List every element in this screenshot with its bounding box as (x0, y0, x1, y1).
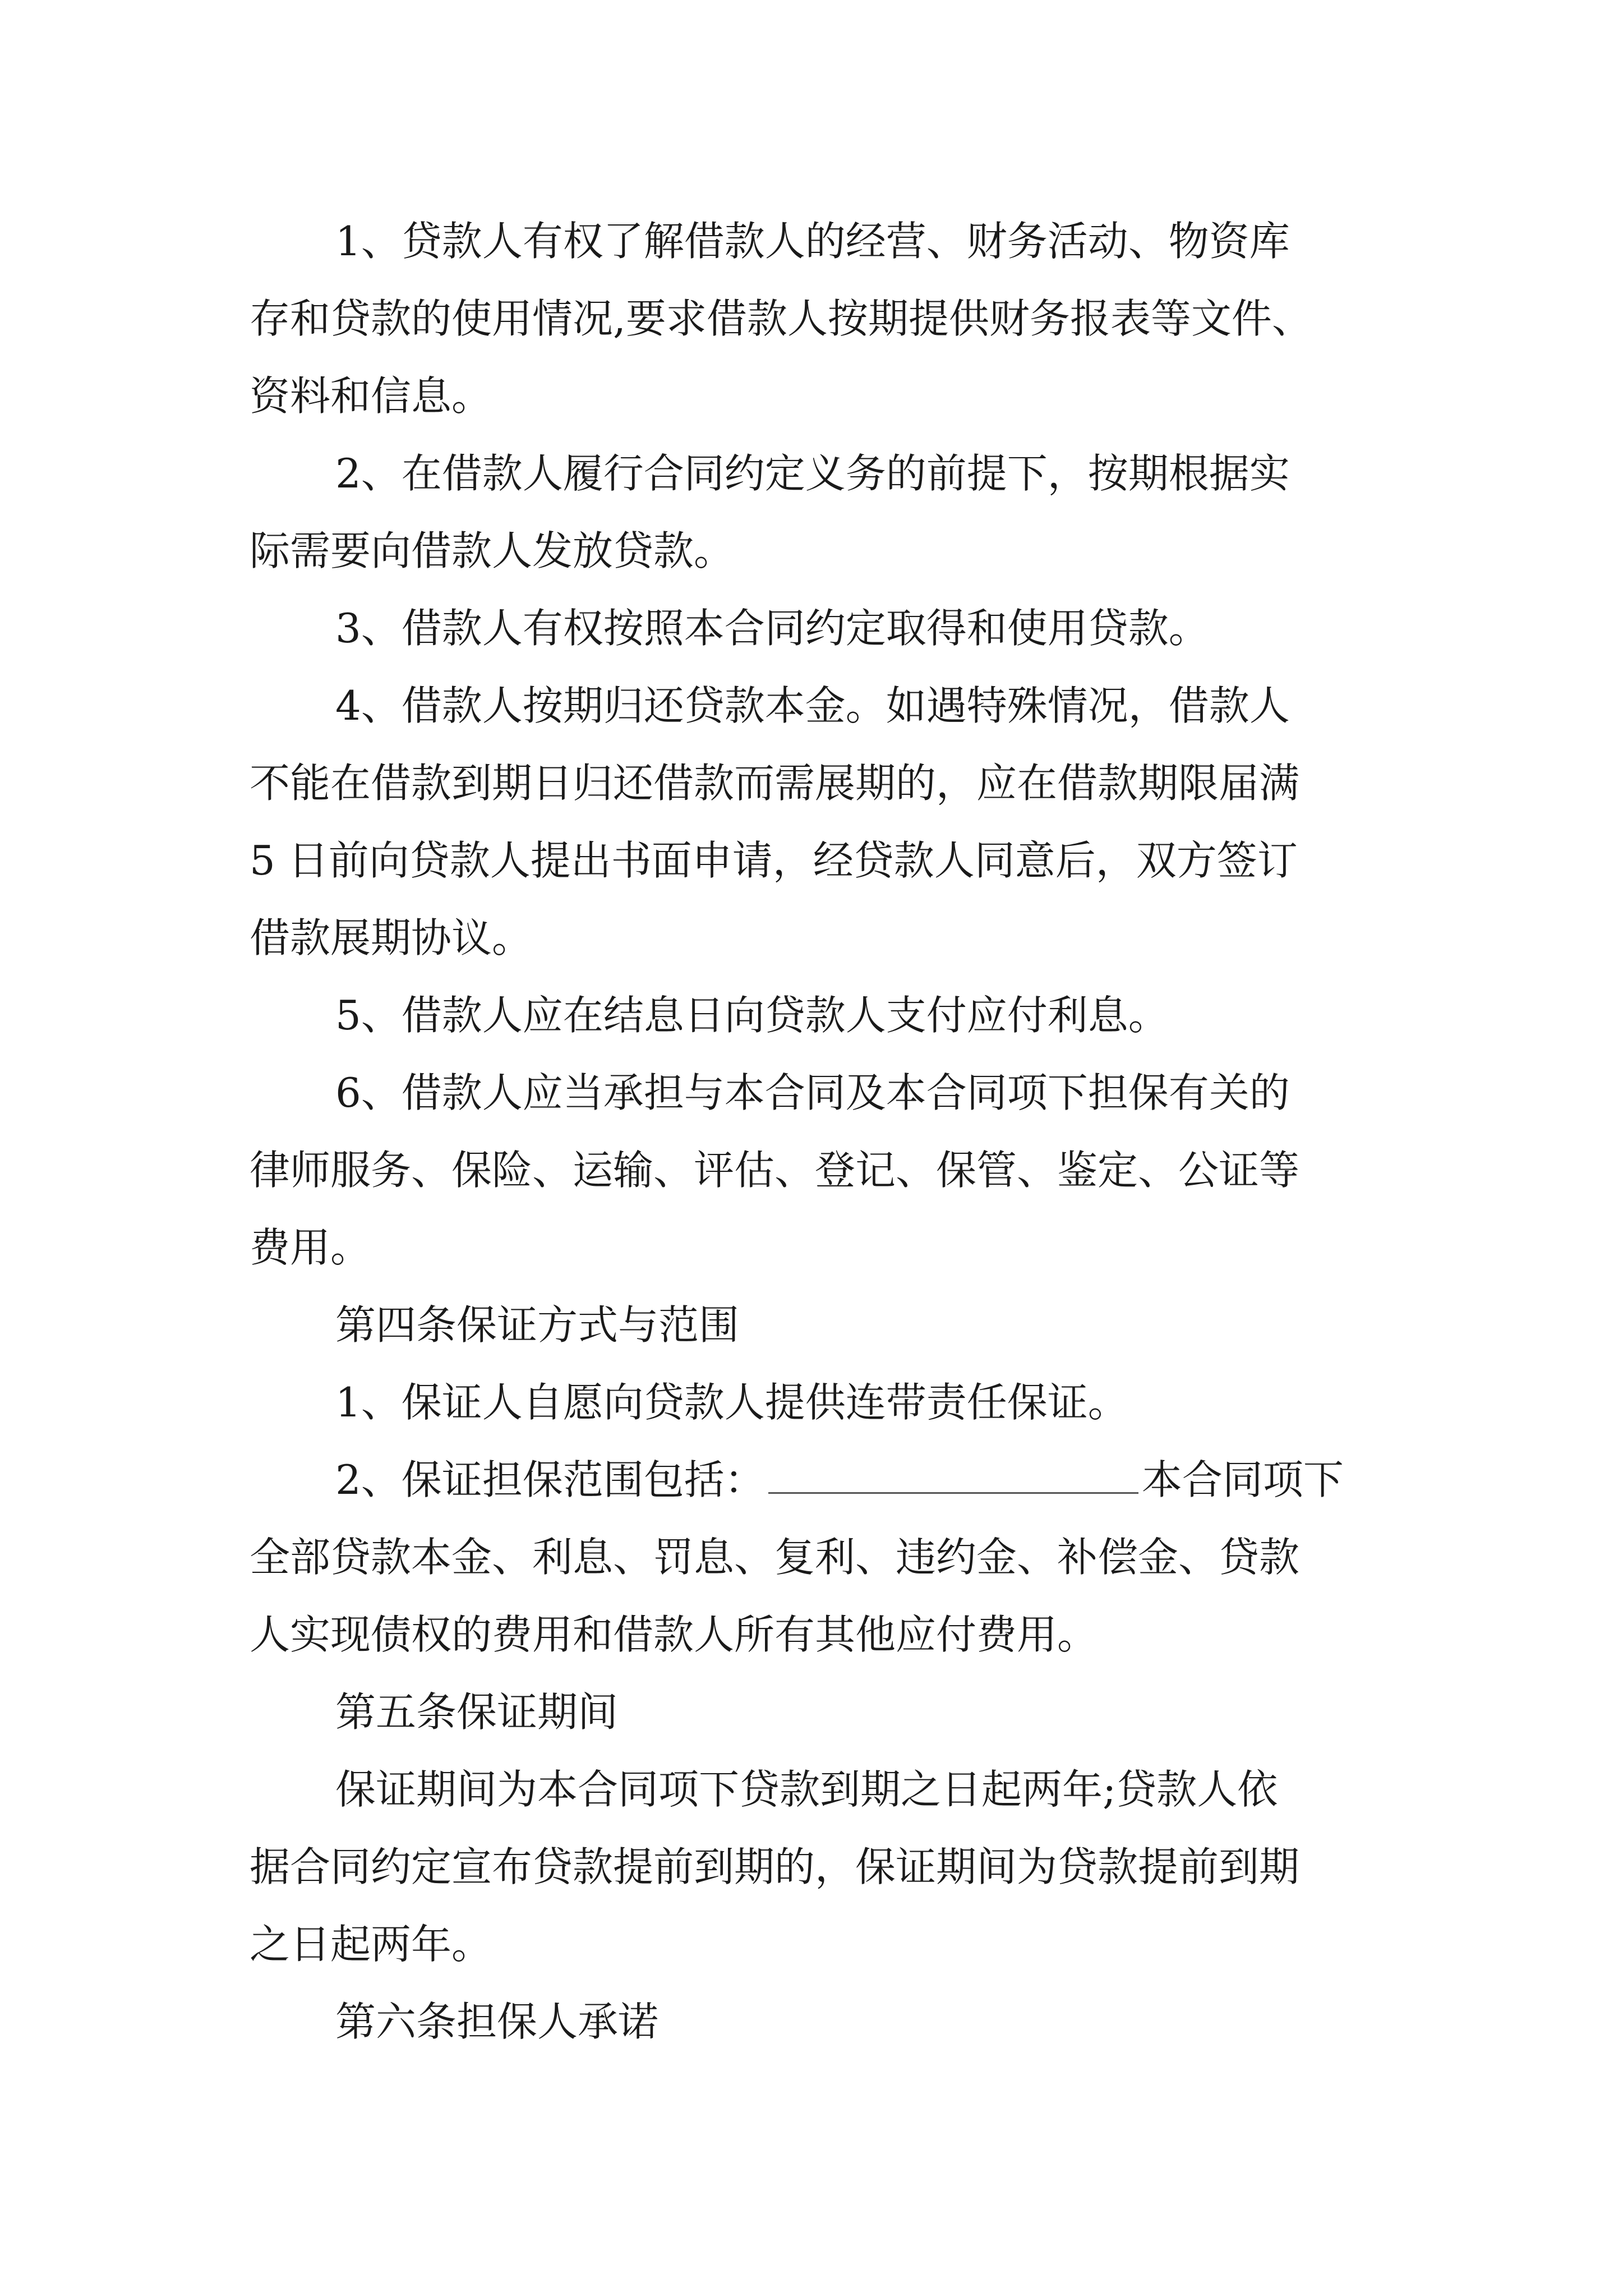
section-heading: 第六条担保人承诺 (335, 1998, 659, 2045)
paragraph-line: 2、在借款人履行合同约定义务的前提下，按期根据实 (335, 450, 1290, 497)
paragraph-line (335, 1453, 1344, 1507)
paragraph-line: 6、借款人应当承担与本合同及本合同项下担保有关的 (335, 1069, 1290, 1116)
paragraph-line: 人实现债权的费用和借款人所有其他应付费用。 (250, 1611, 1098, 1658)
paragraph-line: 费用。 (250, 1224, 371, 1271)
paragraph-line: 不能在借款到期日归还借款而需展期的，应在借款期限届满 (250, 760, 1300, 807)
section-heading: 第四条保证方式与范围 (335, 1301, 740, 1349)
paragraph-line: 1、保证人自愿向贷款人提供连带责任保证。 (335, 1379, 1128, 1426)
paragraph-line: 际需要向借款人发放贷款。 (250, 527, 735, 574)
clause-text: 本合同项下 (1141, 1456, 1344, 1503)
paragraph-line: 借款展期协议。 (250, 914, 533, 961)
paragraph-line: 之日起两年。 (250, 1921, 492, 1968)
paragraph-line: 存和贷款的使用情况,要求借款人按期提供财务报表等文件、 (250, 295, 1312, 342)
paragraph-line: 据合同约定宣布贷款提前到期的，保证期间为贷款提前到期 (250, 1843, 1300, 1890)
clause-text: 2、保证担保范围包括： (335, 1456, 765, 1503)
paragraph-line: 保证期间为本合同项下贷款到期之日起两年;贷款人依 (335, 1766, 1278, 1813)
section-heading: 第五条保证期间 (335, 1688, 619, 1736)
paragraph-line: 1、贷款人有权了解借款人的经营、财务活动、物资库 (335, 218, 1290, 265)
paragraph-line: 全部贷款本金、利息、罚息、复利、违约金、补偿金、贷款 (250, 1534, 1300, 1581)
paragraph-line: 资料和信息。 (250, 372, 492, 420)
paragraph-line: 5 日前向贷款人提出书面申请，经贷款人同意后，双方签订 (250, 837, 1298, 884)
paragraph-line: 5、借款人应在结息日向贷款人支付应付利息。 (335, 992, 1169, 1039)
fill-in-blank (768, 1460, 1138, 1494)
paragraph-line: 3、借款人有权按照本合同约定取得和使用贷款。 (335, 605, 1209, 652)
paragraph-line: 4、借款人按期归还贷款本金。如遇特殊情况，借款人 (335, 682, 1290, 729)
paragraph-line: 律师服务、保险、运输、评估、登记、保管、鉴定、公证等 (250, 1147, 1300, 1194)
